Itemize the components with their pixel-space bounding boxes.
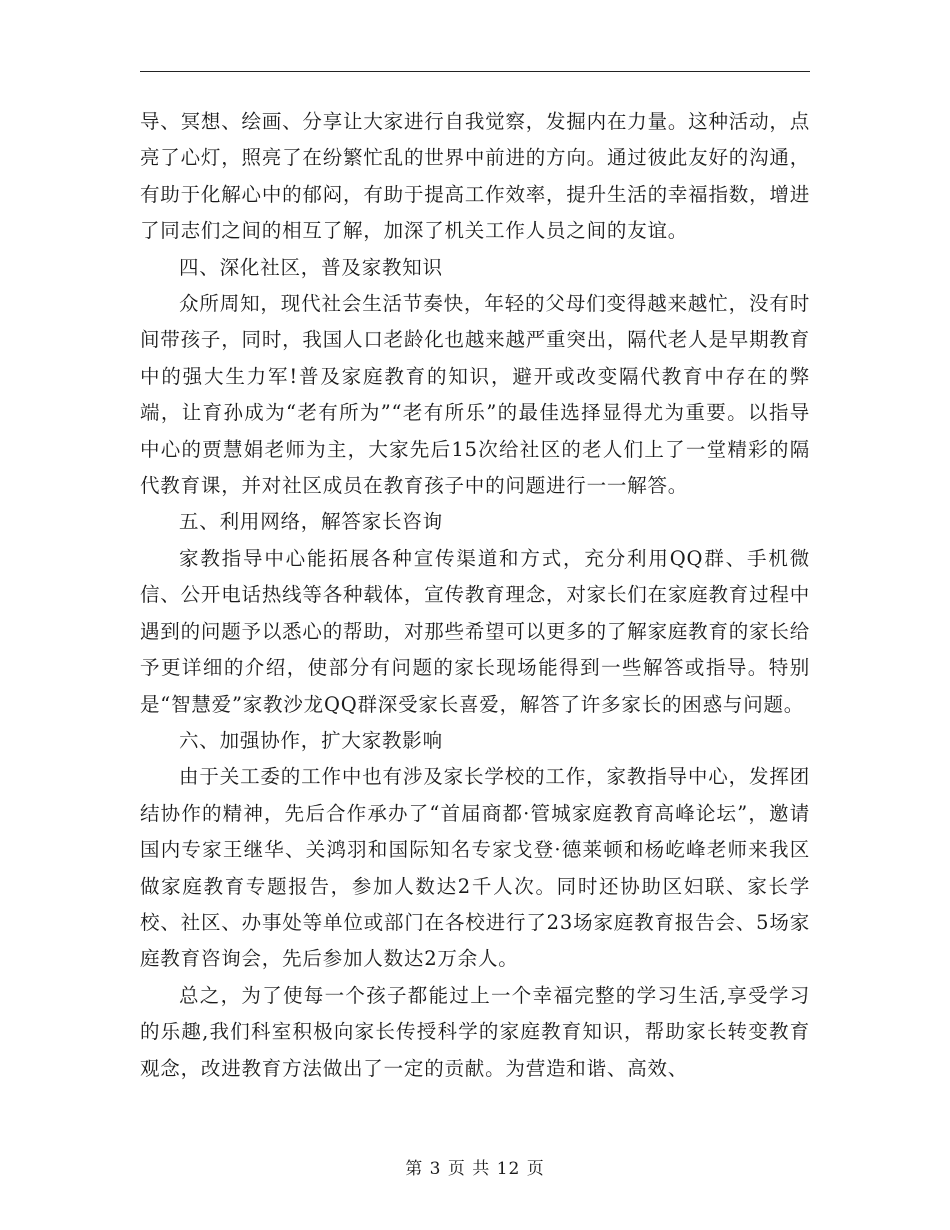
section-heading-5: 五、利用网络，解答家长咨询 [179, 510, 443, 534]
paragraph: 总之，为了使每一个孩子都能过上一个幸福完整的学习生活,享受学习的乐趣,我们科室积极向家长传授科学的家庭教育知识，帮助家长转变教育观念，改进教育方法做出了一定的贡献。为营造和谐、高效、 [140, 983, 810, 1080]
paragraph: 导、冥想、绘画、分享让大家进行自我觉察，发掘内在力量。这种活动，点亮了心灯，照亮了在纷繁忙乱的世界中前进的方向。通过彼此友好的沟通，有助于化解心中的郁闷，有助于提高工作效率，提升生活的幸福指数，增进了同志们之间的相互了解，加深了机关工作人员之间的友谊。 [140, 110, 810, 243]
paragraph: 由于关工委的工作中也有涉及家长学校的工作，家教指导中心，发挥团结协作的精神，先后合作承办了“首届商都·管城家庭教育高峰论坛”，邀请国内专家王继华、关鸿羽和国际知名专家戈登·德莱顿和杨屹峰老师来我区做家庭教育专题报告，参加人数达2千人次。同时还协助区妇联、家长学校、社区、办事处等单位或部门在各校进行了23场家庭教育报告会、5场家庭教育咨询会，先后参加人数达2万余人。 [140, 765, 810, 971]
paragraph: 家教指导中心能拓展各种宣传渠道和方式，充分利用QQ群、手机微信、公开电话热线等各种载体，宣传教育理念，对家长们在家庭教育过程中遇到的问题予以悉心的帮助，对那些希望可以更多的了解家庭教育的家长给予更详细的介绍，使部分有问题的家长现场能得到一些解答或指导。特别是“智慧爱”家教沙龙QQ群深受家长喜爱，解答了许多家长的困惑与问题。 [140, 546, 810, 716]
document-body [140, 104, 810, 1087]
section-heading-6: 六、加强协作，扩大家教影响 [179, 728, 443, 752]
section-heading-4: 四、深化社区，普及家教知识 [179, 255, 443, 279]
header-rule [140, 71, 810, 72]
paragraph: 众所周知，现代社会生活节奏快，年轻的父母们变得越来越忙，没有时间带孩子，同时，我国人口老龄化也越来越严重突出，隔代老人是早期教育中的强大生力军!普及家庭教育的知识，避开或改变隔代教育中存在的弊端，让育孙成为“老有所为”“老有所乐”的最佳选择显得尤为重要。以指导中心的贾慧娟老师为主，大家先后15次给社区的老人们上了一堂精彩的隔代教育课，并对社区成员在教育孩子中的问题进行一一解答。 [140, 292, 810, 498]
page-number: 第 3 页 共 12 页 [405, 1159, 545, 1179]
